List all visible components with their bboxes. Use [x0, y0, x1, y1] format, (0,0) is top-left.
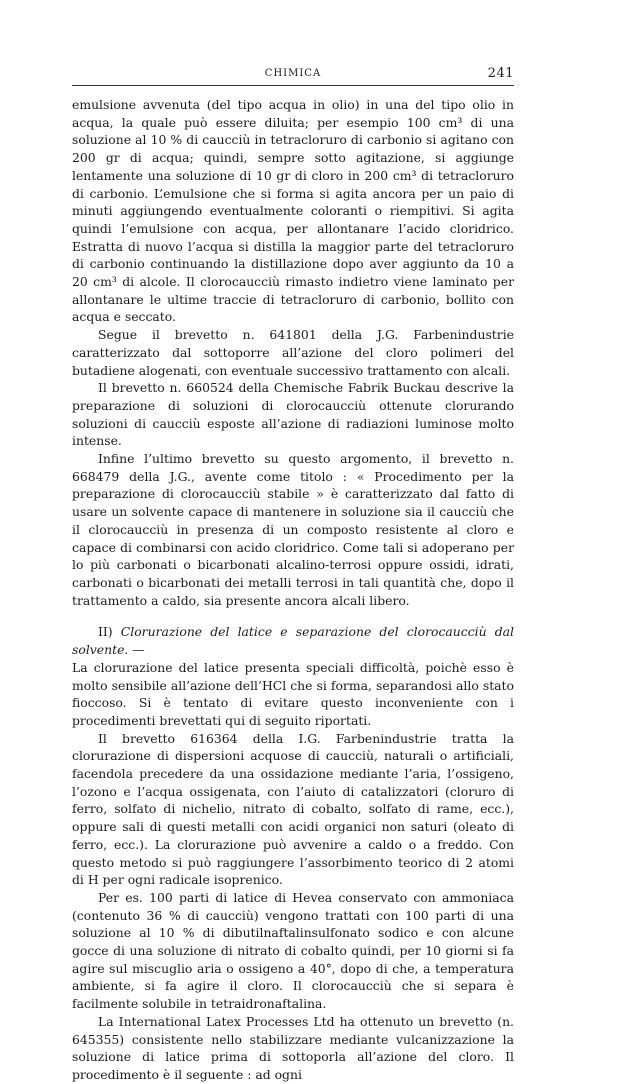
header-rule: [72, 85, 514, 86]
page-number: 241: [487, 66, 514, 81]
paragraph-emulsion-continued: emulsione avvenuta (del tipo acqua in olio) in una del tipo olio in acqua, la quale può essere diluita; per esempio 100 cm³ di una soluzione al 10 % di caucciù in tetracloruro di carbonio si agitano con 200 gr di acqua; quindi, sempre sotto agitazione, si aggiunge lentamente una soluzione di 10 gr di cloro in 200 cm³ di tetracloruro di carbonio. L’emulsione che si forma si agita ancora per un paio di minuti aggiungendo eventualmente coloranti o riempitivi. Si agita quindi l’emulsione con acqua, per allontanare l’acido cloridrico. Estratta di nuovo l’acqua si distilla la maggior parte del tetracloruro di carbonio continuando la distillazione dopo aver aggiunto da 10 a 20 cm³ di alcole. Il clorocaucciù rimasto indietro viene laminato per allontanare le ultime traccie di tetracloruro di carbonio, bollito con acqua e seccato.: [72, 97, 514, 325]
paragraph-patent-645355: La International Latex Processes Ltd ha ottenuto un brevetto (n. 645355) consistente nello stabilizzare mediante vulcanizzazione la soluzione di latice prima di sottoporla all’azione del cloro. Il procedimento è il seguente : ad ogni: [72, 1013, 514, 1082]
paragraph-patent-660524: Il brevetto n. 660524 della Chemische Fabrik Buckau descrive la preparazione di soluzioni di clorocaucciù ottenute clorurando soluzioni di caucciù esposte all’azione di radiazioni luminose molto intense.: [72, 380, 514, 449]
page-body: [72, 96, 514, 1084]
paragraph-latex-chlorination: La clorurazione del latice presenta speciali difficoltà, poichè esso è molto sensibile all’azione dell’HCl che si forma, separandosi allo stato fioccoso. Si è tentato di evitare questo inconveniente con i procedimenti brevettati qui di seguito riportati.: [72, 659, 514, 728]
paragraph-hevea-example: Per es. 100 parti di latice di Hevea conservato con ammoniaca (contenuto 36 % di caucciù) vengono trattati con 100 parti di una soluzione al 10 % di dibutilnaftalinsulfonato sodico e con alcune gocce di una soluzione di nitrato di cobalto quindi, per 10 giorni si fa agire sul miscuglio aria o ossigeno a 40°, dopo di che, a temperatura ambiente, si fa agire il cloro. Il clorocaucciù che si separa è facilmente solubile in tetraidronaftalina.: [72, 889, 514, 1012]
section-gap: [72, 609, 514, 623]
paragraph-patent-616364: Il brevetto 616364 della I.G. Farbenindustrie tratta la clorurazione di dispersioni acquose di caucciù, naturali o artificiali, facendola precedere da una ossidazione mediante l’aria, l’ossigeno, l’ozono e l’acqua ossigenata, con l’aiuto di catalizzatori (cloruro di ferro, solfato di nichelio, nitrato di cobalto, solfato di rame, ecc.), oppure sali di questi metalli con acidi organici non saturi (oleato di ferro, ecc.). La clorurazione può avvenire a caldo o a freddo. Con questo metodo si può raggiungere l’assorbimento teorico di 2 atomi di H per ogni radicale isoprenico.: [72, 730, 514, 888]
paragraph-patent-668479: Infine l’ultimo brevetto su questo argomento, il brevetto n. 668479 della J.G., avente come titolo : « Procedimento per la preparazione di clorocaucciù stabile » è caratterizzato dal fatto di usare un solvente capace di mantenere in soluzione sia il caucciù che il clorocaucciù in presenza di un composto resistente al cloro e capace di combinarsi con acido cloridrico. Come tali si adoperano per lo più carbonati o bicarbonati alcalino-terrosi oppure ossidi, idrati, carbonati o bicarbonati dei metalli terrosi in tali quantità che, dopo il trattamento a caldo, sia presente ancora alcali libero.: [72, 451, 514, 608]
running-header: [72, 66, 514, 84]
section-label: II): [98, 624, 121, 640]
section-title: Clorurazione del latice e separazione del clorocaucciù dal solvente.: [72, 624, 515, 658]
section-dash: —: [128, 642, 145, 658]
paragraph-patent-641801: Segue il brevetto n. 641801 della J.G. Farbenindustrie caratterizzato dal sottoporre all’azione del cloro polimeri del butadiene alogenati, con eventuale successivo trattamento con alcali.: [72, 327, 514, 378]
section-heading: [72, 623, 514, 658]
running-title: CHIMICA: [264, 68, 322, 79]
